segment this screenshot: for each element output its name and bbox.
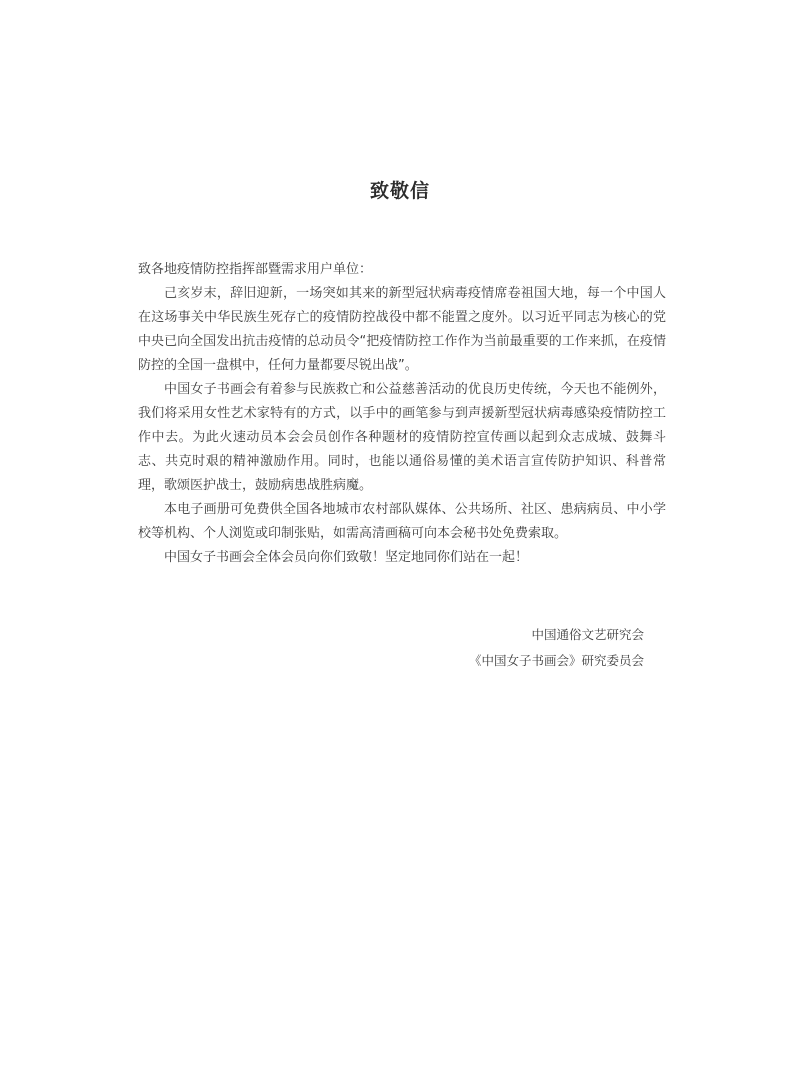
signature-committee: 《中国女子书画会》研究委员会 [468,653,644,668]
paragraph-4: 中国女子书画会全体会员向你们致敬！坚定地同你们站在一起！ [164,550,529,565]
paragraph-2: 中国女子书画会有着参与民族救亡和公益慈善活动的优良历史传统，今天也不能例外，我们将采用女性艺术家特有的方式，以手中的画笔参与到声援新型冠状病毒感染疫情防控工作中去。为此火速动员本会会员创作各种题材的疫情防控宣传画以起到众志成城、鼓舞斗志、共克时艰的精神激励作用。同时，也能以通俗易懂的美术语言宣传防护知识、科普常理，歌颂医护战士，鼓励病患战胜病魔。 [138,382,666,493]
paragraph-3: 本电子画册可免费供全国各地城市农村部队媒体、公共场所、社区、患病病员、中小学校等机构、个人浏览或印制张贴，如需高清画稿可向本会秘书处免费索取。 [138,502,666,541]
salutation: 致各地疫情防控指挥部暨需求用户单位： [138,262,373,277]
signature-block [469,622,644,674]
signature-organization: 中国通俗文艺研究会 [531,627,644,642]
page-title: 致敬信 [369,180,430,202]
letter-body [138,258,666,570]
paragraph-1: 己亥岁末，辞旧迎新，一场突如其来的新型冠状病毒疫情席卷祖国大地，每一个中国人在这场事关中华民族生死存亡的疫情防控战役中都不能置之度外。以习近平同志为核心的党中央已向全国发出抗击疫情的总动员令“把疫情防控工作作为当前最重要的工作来抓，在疫情防控的全国一盘棋中，任何力量都要尽锐出战”。 [138,286,666,373]
